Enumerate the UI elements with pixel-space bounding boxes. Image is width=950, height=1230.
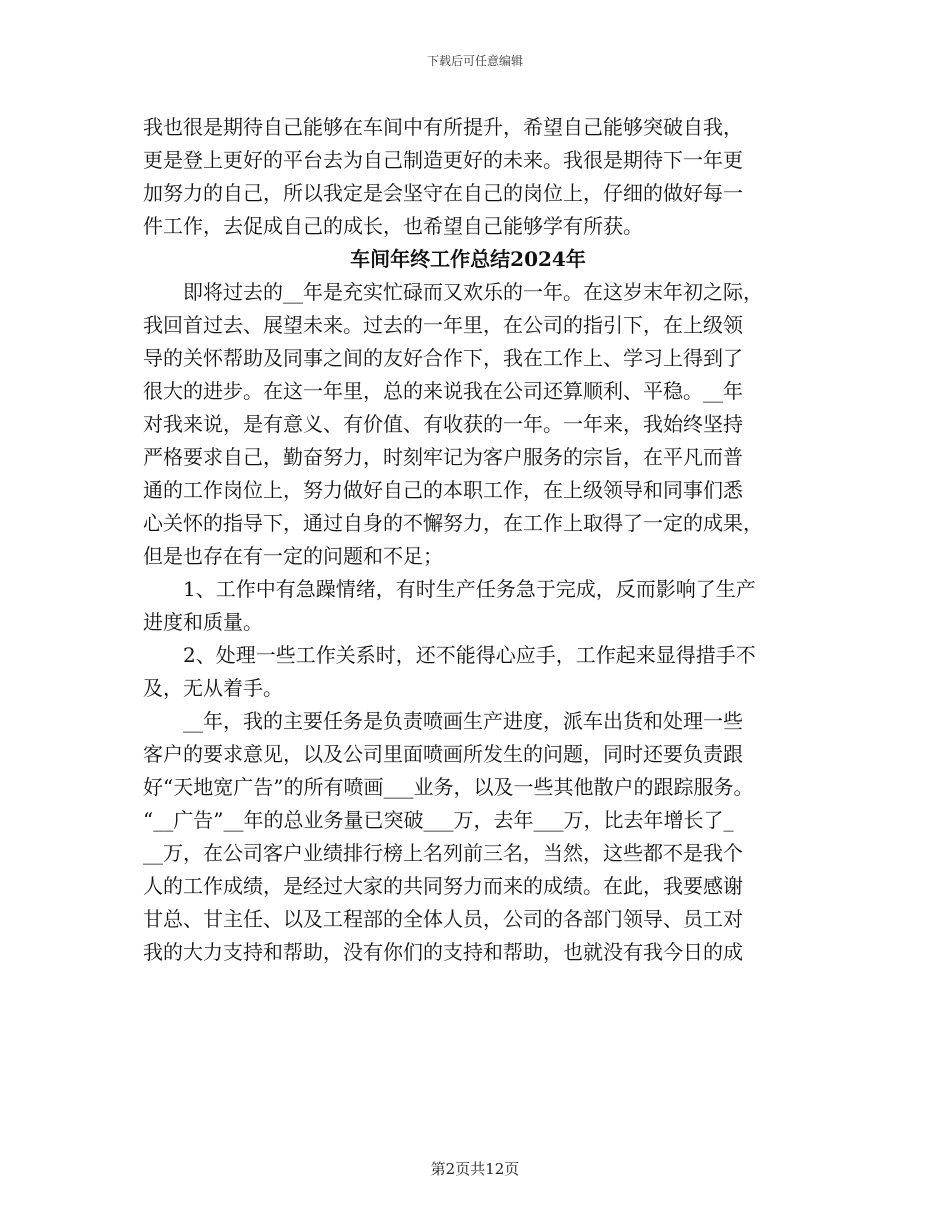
page-header: 下载后可任意编辑 xyxy=(426,54,523,68)
paragraph-line: 客户的要求意见，以及公司里面喷画所发生的问题，同时还要负责跟 xyxy=(143,742,743,766)
section-title: 车间年终工作总结2024年 xyxy=(350,247,586,271)
paragraph-line: 甘总、甘主任、以及工程部的全体人员，公司的各部门领导、员工对 xyxy=(143,907,743,931)
paragraph-line: 我也很是期待自己能够在车间中有所提升，希望自己能够突破自我， xyxy=(143,115,743,139)
paragraph-line: 人的工作成绩，是经过大家的共同努力而来的成绩。在此，我要感谢 xyxy=(143,874,743,898)
paragraph-line: 通的工作岗位上，努力做好自己的本职工作，在上级领导和同事们悉 xyxy=(143,478,743,502)
paragraph-line: 对我来说，是有意义、有价值、有收获的一年。一年来，我始终坚持 xyxy=(143,412,743,436)
paragraph-line: 很大的进步。在这一年里，总的来说我在公司还算顺利、平稳。__年 xyxy=(143,379,743,403)
paragraph-line: __年，我的主要任务是负责喷画生产进度，派车出货和处理一些 xyxy=(143,709,743,733)
paragraph-line: 进度和质量。 xyxy=(143,610,263,634)
paragraph-line: 心关怀的指导下，通过自身的不懈努力，在工作上取得了一定的成果， xyxy=(143,511,763,535)
paragraph-line: 加努力的自己，所以我定是会坚守在自己的岗位上，仔细的做好每一 xyxy=(143,181,743,205)
paragraph-line: 件工作，去促成自己的成长，也希望自己能够学有所获。 xyxy=(143,214,643,238)
paragraph-line: 好“天地宽广告”的所有喷画___业务，以及一些其他散户的跟踪服务。 xyxy=(143,775,754,799)
paragraph-line: 即将过去的__年是充实忙碌而又欢乐的一年。在这岁末年初之际， xyxy=(143,280,763,304)
paragraph-line: 导的关怀帮助及同事之间的友好合作下，我在工作上、学习上得到了 xyxy=(143,346,743,370)
paragraph-line: 但是也存在有一定的问题和不足； xyxy=(143,544,443,568)
paragraph-line: 1、工作中有急躁情绪，有时生产任务急于完成，反而影响了生产 xyxy=(143,577,756,601)
paragraph-line: 2、处理一些工作关系时，还不能得心应手，工作起来显得措手不 xyxy=(143,643,756,667)
paragraph-line: 更是登上更好的平台去为自己制造更好的未来。我很是期待下一年更 xyxy=(143,148,743,172)
paragraph-line: 严格要求自己，勤奋努力，时刻牢记为客户服务的宗旨，在平凡而普 xyxy=(143,445,743,469)
paragraph-line: 及，无从着手。 xyxy=(143,676,283,700)
paragraph-line: 我的大力支持和帮助，没有你们的支持和帮助，也就没有我今日的成 xyxy=(143,940,743,964)
page-footer: 第2页共12页 xyxy=(430,1160,520,1178)
paragraph-line: 我回首过去、展望未来。过去的一年里，在公司的指引下，在上级领 xyxy=(143,313,743,337)
paragraph-line: “__广告”__年的总业务量已突破___万，去年___万，比去年增长了_ xyxy=(143,808,734,832)
document-body xyxy=(143,111,823,969)
paragraph-line: __万，在公司客户业绩排行榜上名列前三名，当然，这些都不是我个 xyxy=(143,841,743,865)
